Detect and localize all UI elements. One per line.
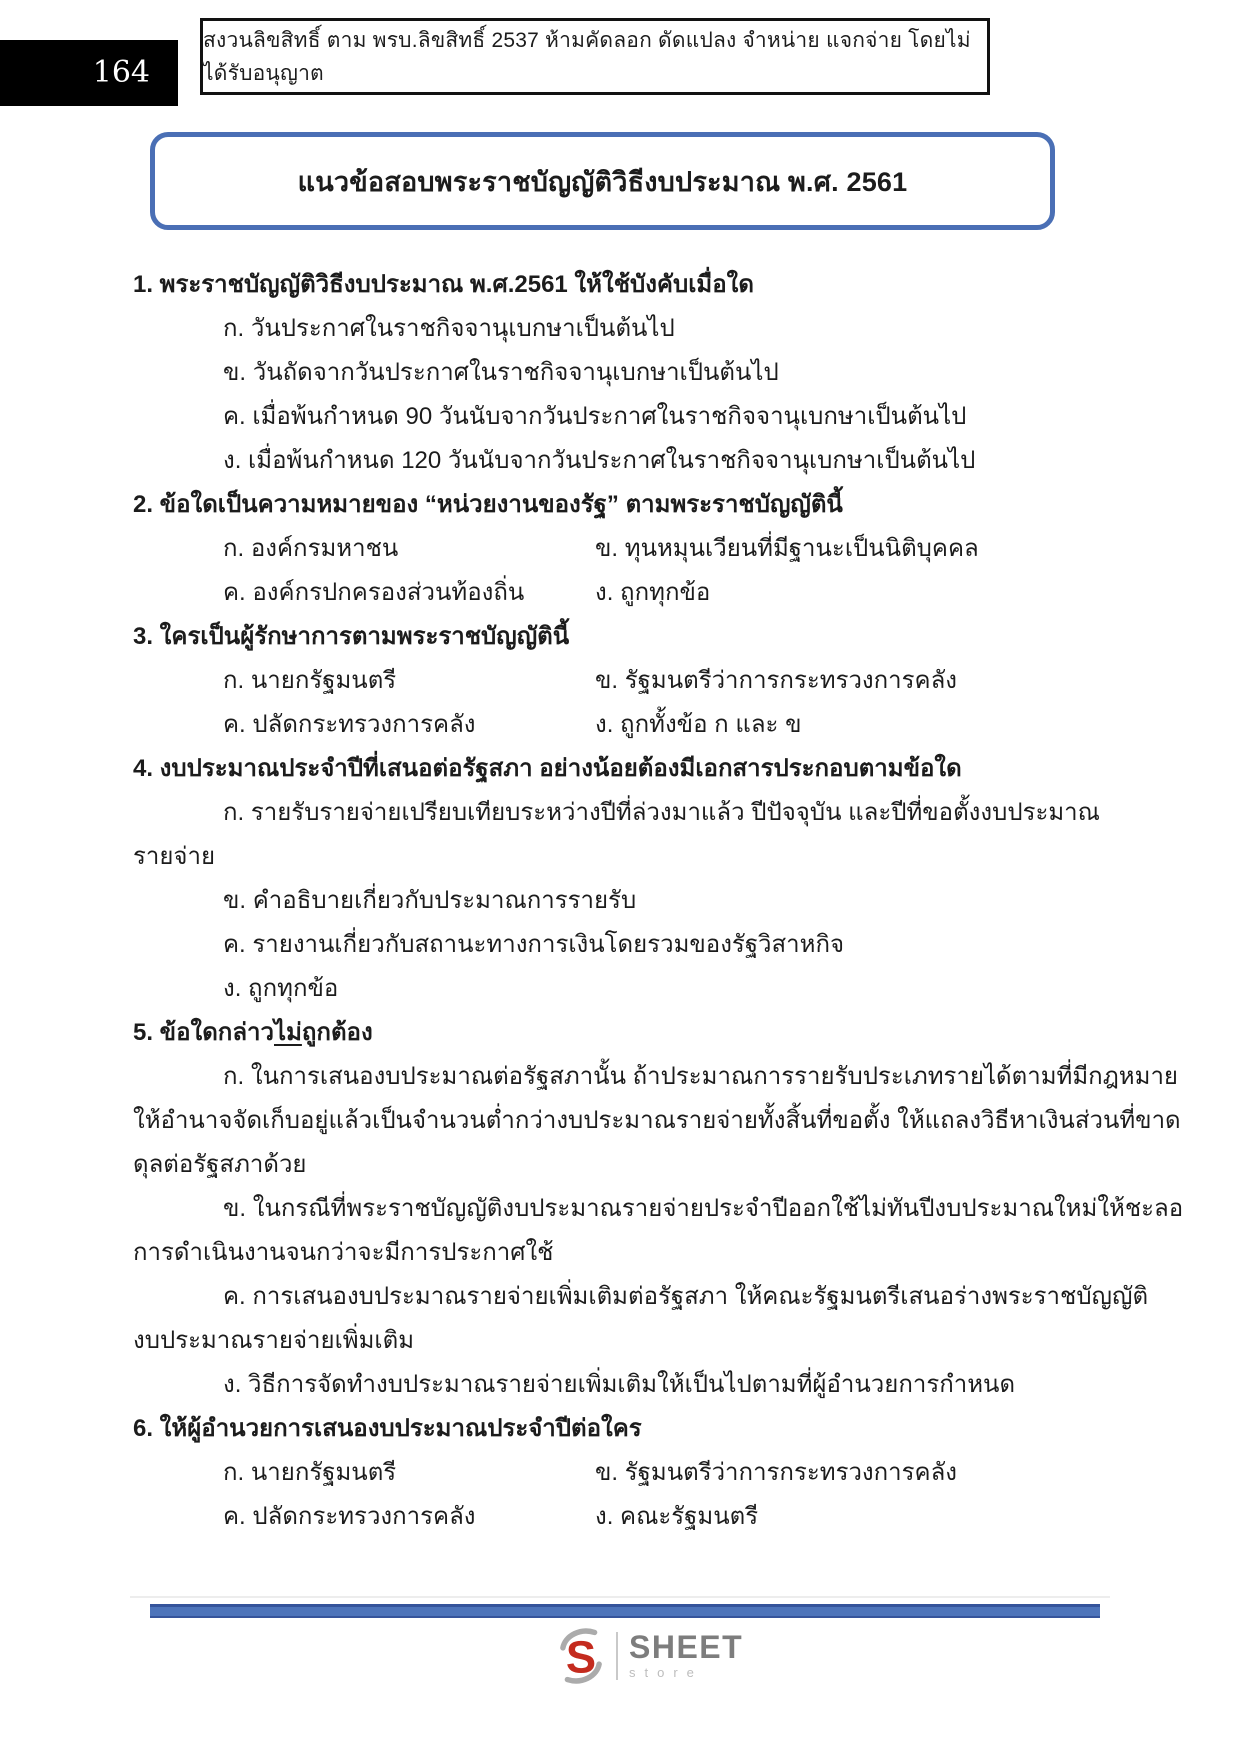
copyright-text: สงวนลิขสิทธิ์ ตาม พรบ.ลิขสิทธิ์ 2537 ห้ามคัดลอก ดัดแปลง จำหน่าย แจกจ่าย โดยไม่ได้รับอนุญาต xyxy=(203,28,971,85)
sheet-store-logo xyxy=(552,1624,743,1688)
continuation-line: งบประมาณรายจ่ายเพิ่มเติม xyxy=(133,1327,415,1354)
question xyxy=(133,615,1118,747)
question xyxy=(133,747,1118,1011)
question xyxy=(133,263,1118,483)
question xyxy=(133,1407,1118,1539)
option-line: ค. รายงานเกี่ยวกับสถานะทางการเงินโดยรวมของรัฐวิสาหกิจ xyxy=(223,931,845,958)
question-heading xyxy=(133,615,1118,659)
option-row xyxy=(133,1495,1118,1539)
question xyxy=(133,483,1118,615)
logo-brand-text: SHEET xyxy=(629,1629,744,1665)
option: ก. นายกรัฐมนตรี xyxy=(223,1459,397,1486)
question-heading-pre: 1. พระราชบัญญัติวิธีงบประมาณ พ.ศ.2561 ให้ใช้บังคับเมื่อใด xyxy=(133,271,754,298)
option: ก. นายกรัฐมนตรี xyxy=(223,667,397,694)
option-line: ค. การเสนองบประมาณรายจ่ายเพิ่มเติมต่อรัฐสภา ให้คณะรัฐมนตรีเสนอร่างพระราชบัญญัติ xyxy=(223,1283,1149,1310)
option-line: ข. ในกรณีที่พระราชบัญญัติงบประมาณรายจ่ายประจำปีออกใช้ไม่ทันปีงบประมาณใหม่ให้ชะลอ xyxy=(223,1195,1184,1222)
option-row xyxy=(133,703,1118,747)
question xyxy=(133,1011,1184,1407)
page-number: 164 xyxy=(0,40,178,106)
option-line: ก. รายรับรายจ่ายเปรียบเทียบระหว่างปีที่ล่วงมาแล้ว ปีปัจจุบัน และปีที่ขอตั้งงบประมาณ xyxy=(223,799,1100,826)
logo-sub-text: store xyxy=(629,1665,703,1680)
option-line: ง. วิธีการจัดทำงบประมาณรายจ่ายเพิ่มเติมให้เป็นไปตามที่ผู้อำนวยการกำหนด xyxy=(223,1371,1016,1398)
page-title: แนวข้อสอบพระราชบัญญัติวิธีงบประมาณ พ.ศ. 2561 xyxy=(297,166,908,197)
option: ข. รัฐมนตรีว่าการกระทรวงการคลัง xyxy=(595,1459,958,1486)
option-line: ง. ถูกทุกข้อ xyxy=(223,975,339,1002)
question-heading-pre: 5. ข้อใดกล่าว xyxy=(133,1019,274,1046)
copyright-box xyxy=(200,18,990,95)
footer-blue-bar xyxy=(150,1604,1100,1618)
option-line: ก. วันประกาศในราชกิจจานุเบกษาเป็นต้นไป xyxy=(223,315,675,342)
question-heading-pre: 2. ข้อใดเป็นความหมายของ “หน่วยงานของรัฐ” ตามพระราชบัญญัตินี้ xyxy=(133,491,843,518)
logo-divider xyxy=(616,1632,618,1680)
continuation-line: ให้อำนาจจัดเก็บอยู่แล้วเป็นจำนวนต่ำกว่างบประมาณรายจ่ายทั้งสิ้นที่ขอตั้ง ให้แถลงวิธีหาเงินส่วนที่ขาด xyxy=(133,1107,1181,1134)
option-row xyxy=(133,527,1118,571)
option-row xyxy=(133,659,1118,703)
option: ค. ปลัดกระทรวงการคลัง xyxy=(223,1503,476,1530)
question-heading-pre: 4. งบประมาณประจำปีที่เสนอต่อรัฐสภา อย่างน้อยต้องมีเอกสารประกอบตามข้อใด xyxy=(133,755,962,782)
svg-text:S: S xyxy=(565,1631,597,1683)
footer-rule xyxy=(130,1596,1110,1598)
option-row xyxy=(133,1451,1118,1495)
questions xyxy=(133,263,1184,1539)
option: ข. ทุนหมุนเวียนที่มีฐานะเป็นนิติบุคคล xyxy=(595,535,979,562)
question-heading xyxy=(133,483,1118,527)
option: ข. รัฐมนตรีว่าการกระทรวงการคลัง xyxy=(595,667,958,694)
option: ก. องค์กรมหาชน xyxy=(223,535,399,562)
question-heading xyxy=(133,1407,1118,1451)
option: ง. คณะรัฐมนตรี xyxy=(595,1503,759,1530)
logo-s-icon xyxy=(552,1627,610,1685)
continuation-line: รายจ่าย xyxy=(133,843,216,870)
question-heading-pre: 6. ให้ผู้อำนวยการเสนองบประมาณประจำปีต่อใคร xyxy=(133,1415,642,1442)
option-row xyxy=(133,571,1118,615)
question-heading xyxy=(133,1011,1118,1055)
option-line: ข. วันถัดจากวันประกาศในราชกิจจานุเบกษาเป็นต้นไป xyxy=(223,359,779,386)
question-heading-pre: 3. ใครเป็นผู้รักษาการตามพระราชบัญญัตินี้ xyxy=(133,623,570,650)
continuation-line: ดุลต่อรัฐสภาด้วย xyxy=(133,1151,307,1178)
question-heading-underline: ไม่ xyxy=(274,1019,302,1046)
option: ง. ถูกทั้งข้อ ก และ ข xyxy=(595,711,802,738)
option-line: ก. ในการเสนองบประมาณต่อรัฐสภานั้น ถ้าประมาณการรายรับประเภทรายได้ตามที่มีกฎหมาย xyxy=(223,1063,1178,1090)
continuation-line: การดำเนินงานจนกว่าจะมีการประกาศใช้ xyxy=(133,1239,554,1266)
option: ค. องค์กรปกครองส่วนท้องถิ่น xyxy=(223,579,525,606)
question-heading xyxy=(133,747,1118,791)
option-line: ง. เมื่อพ้นกำหนด 120 วันนับจากวันประกาศในราชกิจจานุเบกษาเป็นต้นไป xyxy=(223,447,976,474)
option-line: ค. เมื่อพ้นกำหนด 90 วันนับจากวันประกาศในราชกิจจานุเบกษาเป็นต้นไป xyxy=(223,403,967,430)
option: ง. ถูกทุกข้อ xyxy=(595,579,711,606)
question-heading xyxy=(133,263,1118,307)
option-line: ข. คำอธิบายเกี่ยวกับประมาณการรายรับ xyxy=(223,887,637,914)
logo-wordmark xyxy=(629,1629,744,1680)
question-heading-post: ถูกต้อง xyxy=(301,1019,373,1046)
title-box xyxy=(150,132,1055,230)
option: ค. ปลัดกระทรวงการคลัง xyxy=(223,711,476,738)
